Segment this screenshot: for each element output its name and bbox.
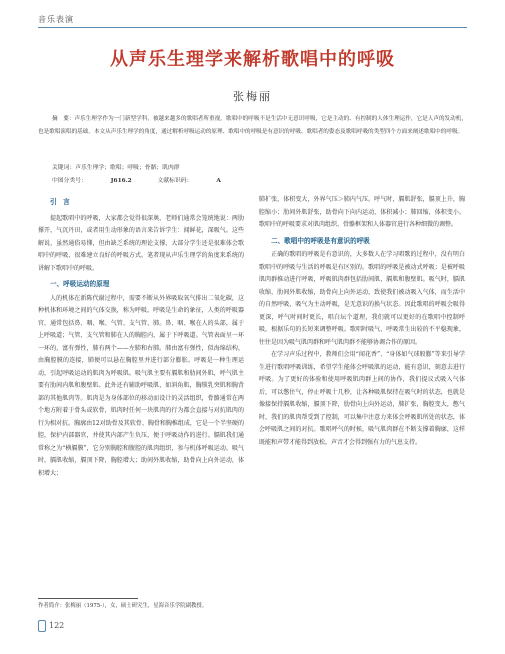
keywords-label: 关键词： <box>52 165 76 171</box>
classification <box>52 175 245 184</box>
keywords <box>52 162 180 171</box>
right-column <box>259 194 465 449</box>
left-column <box>38 194 244 480</box>
section-2-heading: 二、歌唱中的呼吸是有意识的呼吸 <box>271 236 370 245</box>
abstract <box>38 113 467 138</box>
abstract-text: 声乐生理学作为一门新型学科，被越来越多的歌唱者所重视。歌唱中的呼吸不是生活中无意识呼吸，它是主动的、有控制的人体生理运作，它是人声的发动机，也是歌唱演唱的基础。本文从声乐生理学的角度，通过解析呼吸运动的原理、歌唱中的呼吸是有意识的呼吸、歌唱者的姿态及歌唱呼吸的类型四个方面来阐述歌唱中的呼吸。 <box>38 116 467 135</box>
author-name: 张梅丽 <box>233 90 272 103</box>
section-1-paragraph: 人的机体在新陈代谢过程中，需要不断从外界吸取氧气排出二氧化碳，这种机体和环境之间的气体交换，称为呼吸。呼吸是生命的象征，人类的呼吸器官，通常包括鼻、咽、喉、气管、支气管、肺。鼻、咽、喉在人的头部，属于上呼吸道；气管、支气管和肺在人的胸腔内，属于下呼吸道。气管表面呈一环一环的，富有弹性，肺有两个——左肺和右肺。肺由富有弹性，似海绵结构，由胸腔膜的连接，肺便可以悬在胸腔里并进行部分膨胀。呼吸是一种生理运动，引起呼吸运动的肌肉为呼吸肌。吸气肌主要有膈肌和肋间外肌，呼气肌主要有肋间内肌和腹壁肌。此外还有辅助呼吸肌，如斜角肌，胸锁乳突肌和胸背部的其他肌肉等。肌肉是为身体部位的移动而设计的灵活组织，骨骼通常在两个地方附着于骨头或软骨，肌肉时任何一块肌肉的行为都会直接与对抗肌肉的行为相对抗。胸廓由12对助骨及其软骨、胸骨和胸椎组成，它是一个半坚硬的腔，保护内部器官，并使其内部产生负压，便于呼吸动作的进行。膈肌我们通常称之为“横膈膜”，它分别胸腔和腹腔的肌肉组织，参与机体呼吸运动。吸气时，膈肌收缩，膈顶下降，胸腔增大；助间外肌收缩，助骨向上向外运动，体积增大； <box>38 294 244 477</box>
keywords-text: 声乐生理学；歌唱；呼吸；骨骼；肌肉群 <box>75 165 180 171</box>
header-divider <box>38 27 467 28</box>
section-tag: 音乐表演 <box>38 15 74 24</box>
page-number-text: 122 <box>49 621 65 630</box>
cn-classification: 中图分类号： J616.2 <box>52 178 132 184</box>
intro-heading: 引 言 <box>50 198 70 206</box>
section-2-paragraph-b: 在学习声乐过程中，教师们会用“闻花香”、“身体如气球般膨”等来引导学生进行歌唱呼吸训练，希望学生能体会呼吸肌的运动，能有意识，刻意去进行呼吸。为了更好的体验和使用呼吸肌肉群上间的协作，我们提议式吸入气体后，可以憋住气，停止呼吸十几秒，让各种吸肌保持在吸气时的状态，也就是像接保持膈肌收缩，膈顶下降，肋骨向上向外运动，肺扩张，胸腔变大，憋气时，我们的肌肉帮受到了控制，可以集中注意力来体会呼吸肌所处的状态，体会呼吸肌之间的对抗。歌唱呼气的时候，吸气肌肉群在不断支撑着胸廓，这样既能和声带才能得到放松，声音才会得到强有力的气息支持。 <box>259 351 465 446</box>
doc-code: 文献标识码： A <box>157 178 221 184</box>
article-title: 从声乐生理学来解析歌唱中的呼吸 <box>110 49 395 70</box>
section-1-heading: 一、呼吸运动的原理 <box>50 280 110 288</box>
abstract-label: 摘 要： <box>52 116 75 122</box>
author-footnote: 作者简介：张梅丽（1975-），女，硕士研究生，星海音乐学院副教授。 <box>38 603 208 609</box>
section-2-paragraph-a: 正确的歌唱的呼吸是有意识的，大多数人在学习唱歌的过程中，没有明白歌唱中的呼吸与生活的呼吸是有区别的。歌唱的呼吸是被动式呼吸；是被呼吸肌肉群推动进行呼吸，呼吸肌肉群包括肋间肌，膈肌和腹壁肌。吸气时，膈肌收缩，肋间外肌收缩，助骨向上向外运动，致使我们被动吸入气体，而生活中的自然呼吸，吸气为主动呼吸，是无意识的换气状态。因此歌唱的呼吸会吸得更深，呼气时间时更长，唱白坛个道理，我们就可以更好的在歌唱中控制呼吸，根据乐句的长短来调整呼吸。歌唱时吸气，呼吸常生出较的不平稳现象，往往是因为吸气肌肉群和呼气肌肉群不能够协调合作的原因。 <box>259 251 465 346</box>
page-mark-icon <box>38 620 46 632</box>
page-number <box>38 620 64 632</box>
intro-paragraph: 提起歌唱中的呼吸，大家都会觉得很深奥，老师们通常会笼统地说：两肋撑开，气沉丹田，或者用生动形象的语言来告诉学生：闻鲜花，深吸气。这些解说，虽然通俗易懂，但由缺乏系统的理论支撑，大部分学生还是很难体会歌唱中的呼吸，很难建立良好的呼吸方式。笔者现从声乐生理学的角度来系统的讲解下歌唱中的呼吸。 <box>38 214 244 272</box>
continued-paragraph: 肺扩张，体积变大，外界气压＞肺内气压。呼气时，膈肌舒张，膈顶上升，胸腔缩小；肋间外肌舒张，助骨向下向内运动，体积减小；肺回缩，体积变小。歌唱中的呼吸要求对肌肉组织、骨骼框架和人体器官进行各种细微的调整。 <box>259 196 465 228</box>
footnote-divider <box>38 598 138 599</box>
